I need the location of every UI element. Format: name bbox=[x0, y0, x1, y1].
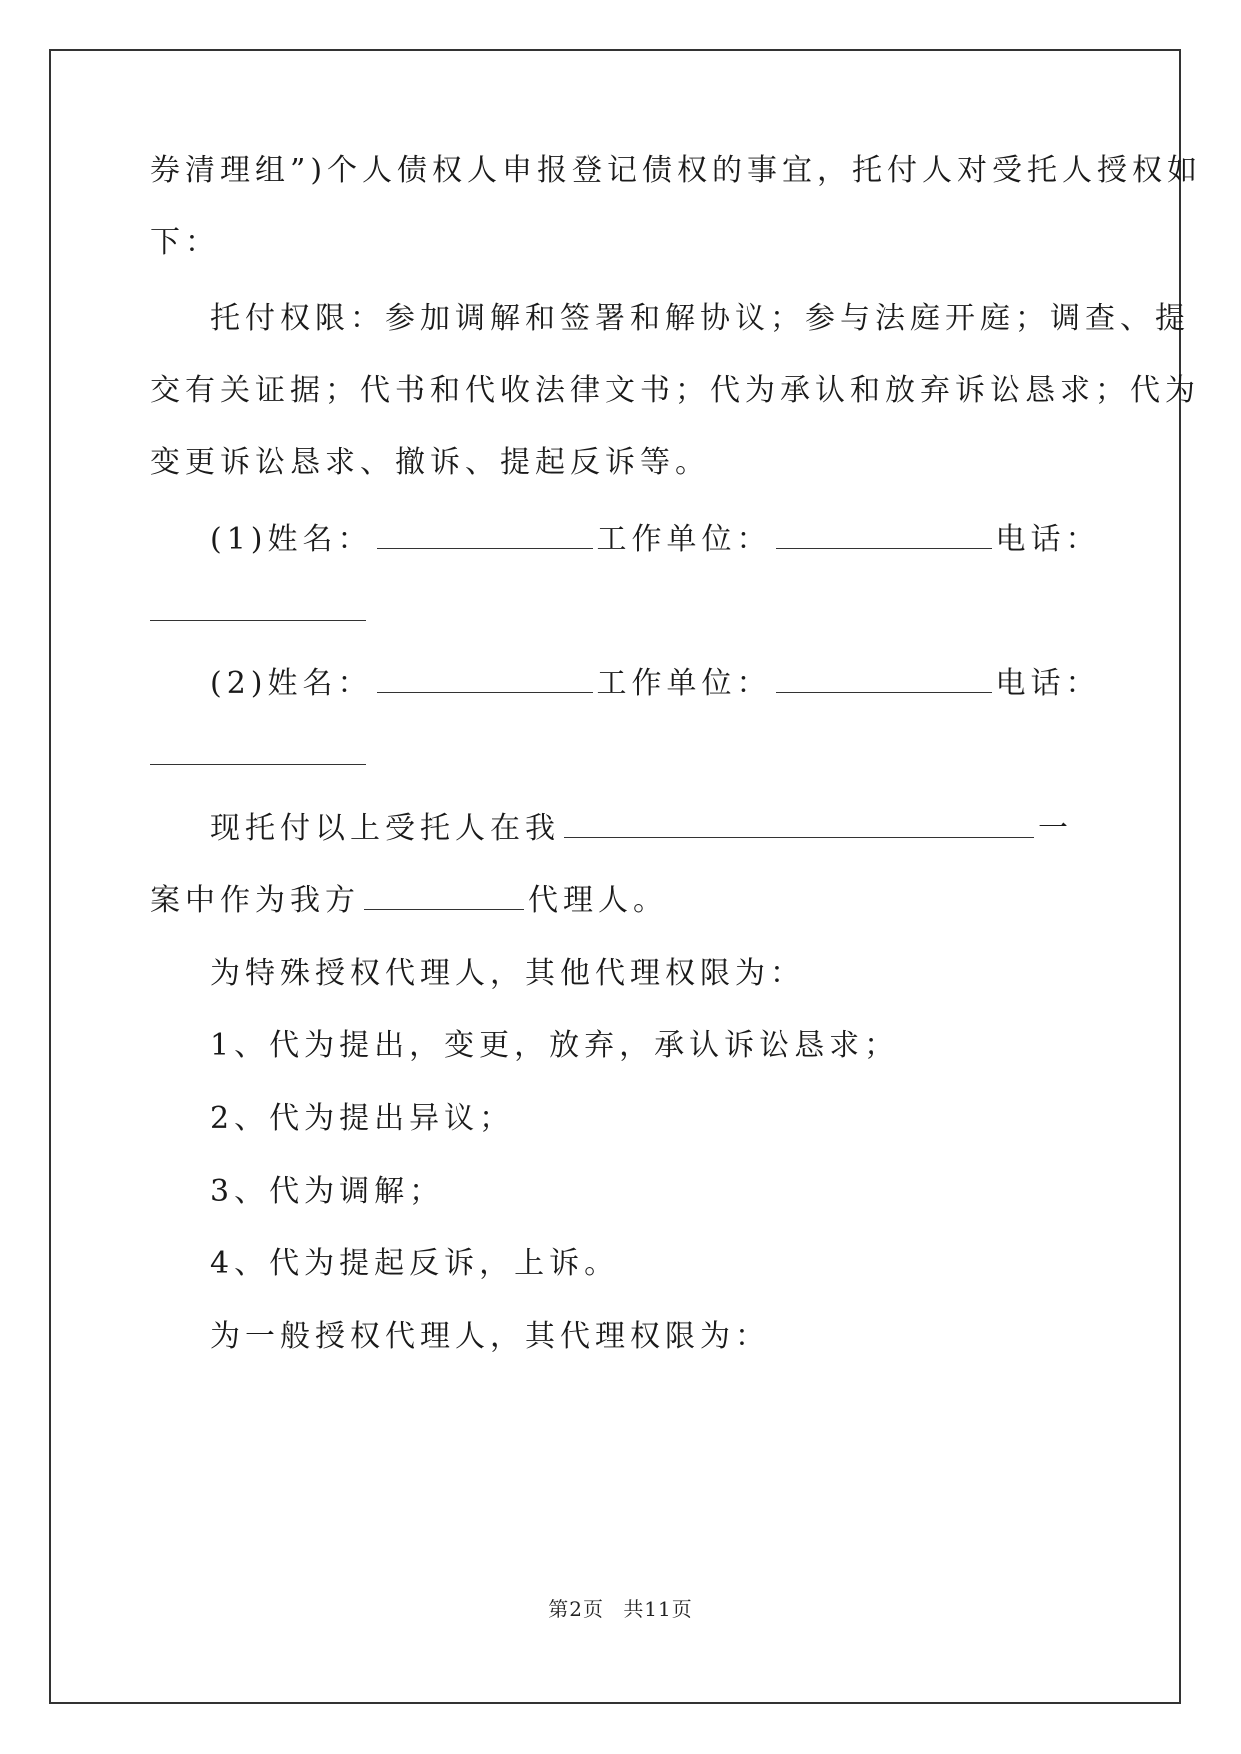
list-item: 4、代为提起反诉，上诉。 bbox=[210, 1246, 620, 1281]
agent-2-phone-blank bbox=[150, 764, 366, 765]
agent-1-phone-blank bbox=[150, 620, 366, 621]
agent-1-name-label: (1)姓名： bbox=[210, 522, 373, 557]
list-item: 3、代为调解； bbox=[210, 1174, 445, 1209]
agent-1-row bbox=[210, 520, 1101, 560]
page-footer bbox=[0, 1593, 1241, 1622]
agent-2-work-blank bbox=[776, 666, 992, 693]
agent-2-work-label: 工作单位： bbox=[596, 666, 772, 701]
text-line: 交有关证据；代书和代收法律文书；代为承认和放弃诉讼恳求；代为 bbox=[150, 373, 1200, 408]
agent-2-phone-label: 电话： bbox=[995, 666, 1101, 701]
role-text: 案中作为我方 bbox=[150, 883, 360, 918]
list-item: 1、代为提出，变更，放弃，承认诉讼恳求； bbox=[210, 1028, 900, 1063]
agent-1-work-blank bbox=[776, 522, 992, 549]
general-authority-heading: 为一般授权代理人，其代理权限为： bbox=[210, 1319, 770, 1354]
page-total: 共11页 bbox=[623, 1597, 693, 1621]
agent-1-name-blank bbox=[377, 522, 593, 549]
list-item: 2、代为提出异议； bbox=[210, 1101, 515, 1136]
text-line: 变更诉讼恳求、撤诉、提起反诉等。 bbox=[150, 445, 710, 480]
agent-2-row bbox=[210, 664, 1101, 704]
page-number: 第2页 bbox=[548, 1597, 604, 1621]
paragraph-authority: 托付权限：参加调解和签署和解协议；参与法庭开庭；调查、提 bbox=[210, 301, 1190, 336]
text-line: 下： bbox=[150, 225, 220, 260]
case-text-end: 一 bbox=[1038, 811, 1073, 846]
agent-2-name-label: (2)姓名： bbox=[210, 666, 373, 701]
agent-1-work-label: 工作单位： bbox=[596, 522, 772, 557]
role-blank bbox=[364, 883, 524, 910]
role-text-end: 代理人。 bbox=[528, 883, 668, 918]
case-text: 现托付以上受托人在我 bbox=[210, 811, 560, 846]
role-row bbox=[150, 881, 668, 921]
case-name-blank bbox=[564, 811, 1034, 838]
agent-1-phone-label: 电话： bbox=[995, 522, 1101, 557]
text-line: 券清理组”)个人债权人申报登记债权的事宜，托付人对受托人授权如 bbox=[150, 153, 1203, 188]
case-row bbox=[210, 809, 1073, 849]
agent-2-name-blank bbox=[377, 666, 593, 693]
page-border bbox=[49, 49, 1181, 1704]
special-authority-heading: 为特殊授权代理人，其他代理权限为： bbox=[210, 956, 805, 991]
